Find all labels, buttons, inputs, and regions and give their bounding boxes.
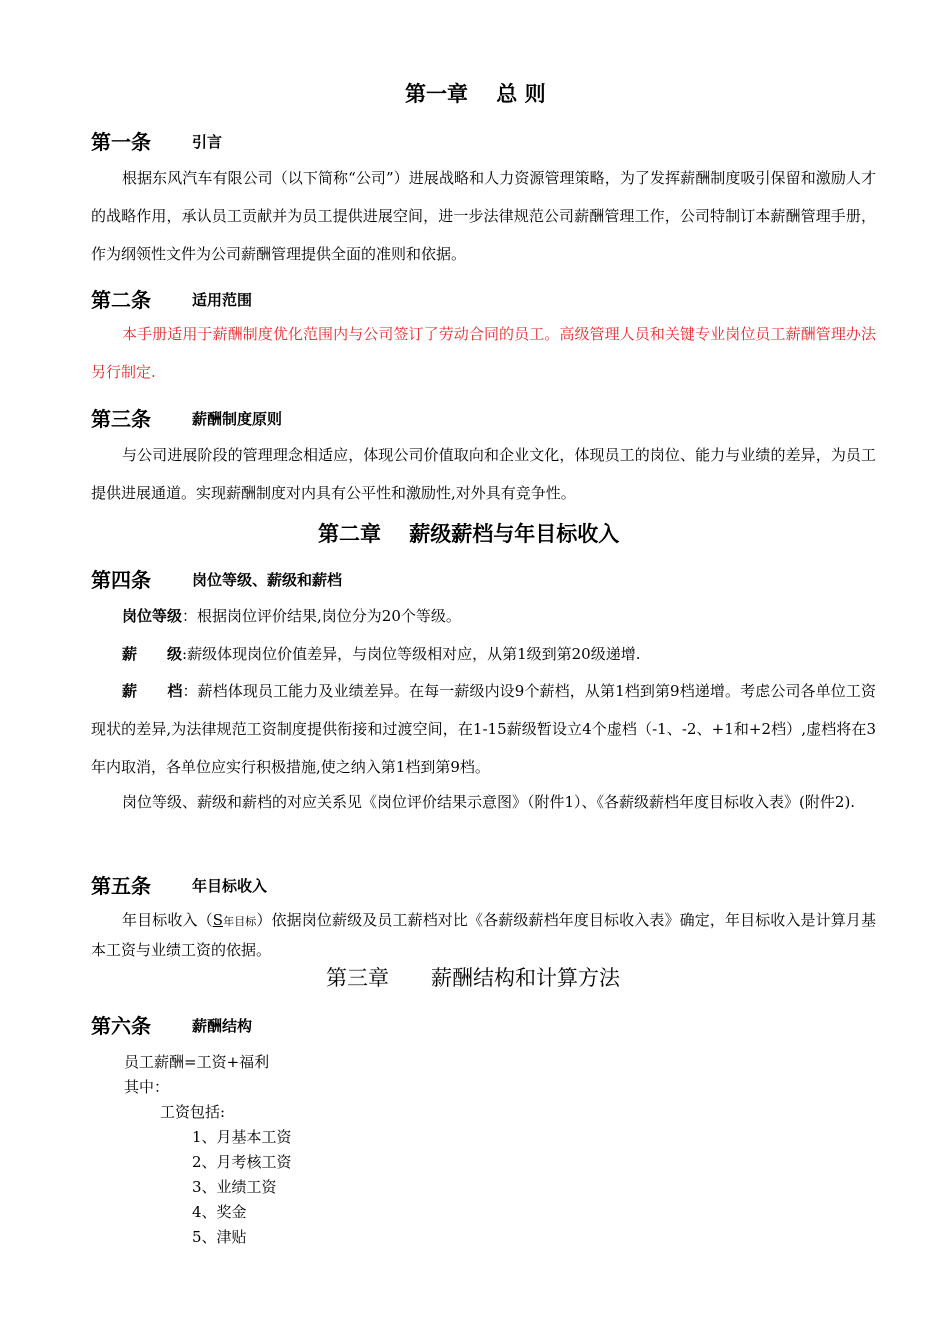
article-3-number: 第三条: [91, 407, 151, 431]
article-5-number: 第五条: [91, 874, 151, 898]
article-3-title: 薪酬制度原则: [192, 410, 283, 428]
article-5-title: 年目标收入: [192, 877, 268, 895]
annual-target-symbol-sub: 年目标: [222, 915, 257, 928]
job-grade-paragraph: [122, 605, 461, 626]
wage-list-item: 4、奖金: [192, 1203, 247, 1221]
article-1-body: 根据东风汽车有限公司（以下简称“公司”）进展战略和人力资源管理策略，为了发挥薪酬制度吸引保留和激励人才的战略作用，承认员工贡献并为员工提供进展空间，进一步法律规范公司薪酬管理工作，公司特制订本薪酬管理手册，作为纲领性文件为公司薪酬管理提供全面的准则和依据。: [91, 169, 876, 263]
wage-list-item: 2、月考核工资: [192, 1153, 292, 1171]
chapter-2-title: 第二章 薪级薪档与年目标收入: [318, 522, 620, 546]
pay-formula: 员工薪酬=工资+福利: [124, 1053, 270, 1071]
article-5-body-post: ）依据岗位薪级及员工薪档对比《各薪级薪档年度目标收入表》确定，年目标收入是计算月基本工资与业绩工资的依据。: [91, 911, 876, 959]
article-6-number: 第六条: [91, 1014, 151, 1038]
salary-step-paragraph: [91, 672, 876, 786]
job-grade-text: ：根据岗位评价结果,岗位分为20个等级。: [182, 607, 461, 625]
article-5-body: [91, 906, 876, 964]
salary-level-text: :薪级体现岗位价值差异，与岗位等级相对应，从第1级到第20级递增.: [182, 645, 641, 663]
salary-level-paragraph: [122, 643, 640, 664]
article-3-body: 与公司进展阶段的管理理念相适应，体现公司价值取向和企业文化，体现员工的岗位、能力与业绩的差异，为员工提供进展通道。实现薪酬制度对内具有公平性和激励性,对外具有竞争性。: [91, 446, 876, 502]
among-label: 其中：: [124, 1078, 170, 1096]
wage-list-item: 3、业绩工资: [192, 1178, 277, 1196]
article-2-title: 适用范围: [192, 291, 253, 309]
article-2-number: 第二条: [91, 288, 151, 312]
article-4-number: 第四条: [91, 568, 151, 592]
chapter-3-title: 第三章 薪酬结构和计算方法: [326, 966, 620, 990]
annual-target-symbol: S: [212, 911, 223, 929]
article-2-body: 本手册适用于薪酬制度优化范围内与公司签订了劳动合同的员工。高级管理人员和关键专业岗位员工薪酬管理办法另行制定.: [91, 325, 876, 381]
job-grade-label: 岗位等级: [122, 607, 183, 625]
wage-includes-label: 工资包括:: [160, 1103, 226, 1121]
wage-list-item: 5、津贴: [192, 1228, 247, 1246]
article-1-number: 第一条: [91, 130, 151, 154]
chapter-1-title: 第一章 总 则: [405, 82, 546, 106]
wage-list-item: 1、月基本工资: [192, 1128, 292, 1146]
article-1-title: 引言: [192, 133, 223, 151]
article-6-title: 薪酬结构: [192, 1017, 253, 1035]
salary-step-label: 薪 档: [122, 682, 183, 700]
salary-level-label: 薪 级: [122, 645, 183, 663]
grade-correspondence-paragraph: 岗位等级、薪级和薪档的对应关系见《岗位评价结果示意图》（附件1）、《各薪级薪档年度目标收入表》(附件2).: [122, 793, 856, 811]
article-4-title: 岗位等级、薪级和薪档: [192, 571, 343, 589]
salary-step-text: ：薪档体现员工能力及业绩差异。在每一薪级内设9个薪档，从第1档到第9档递增。考虑公司各单位工资现状的差异,为法律规范工资制度提供衔接和过渡空间，在1-15薪级暂设立4个虚档（-1、-2、+1和+2档）,虚档将在3年内取消，各单位应实行积极措施,使之纳入第1档到第9档。: [91, 682, 876, 776]
article-5-body-pre: 年目标收入（: [122, 911, 213, 929]
